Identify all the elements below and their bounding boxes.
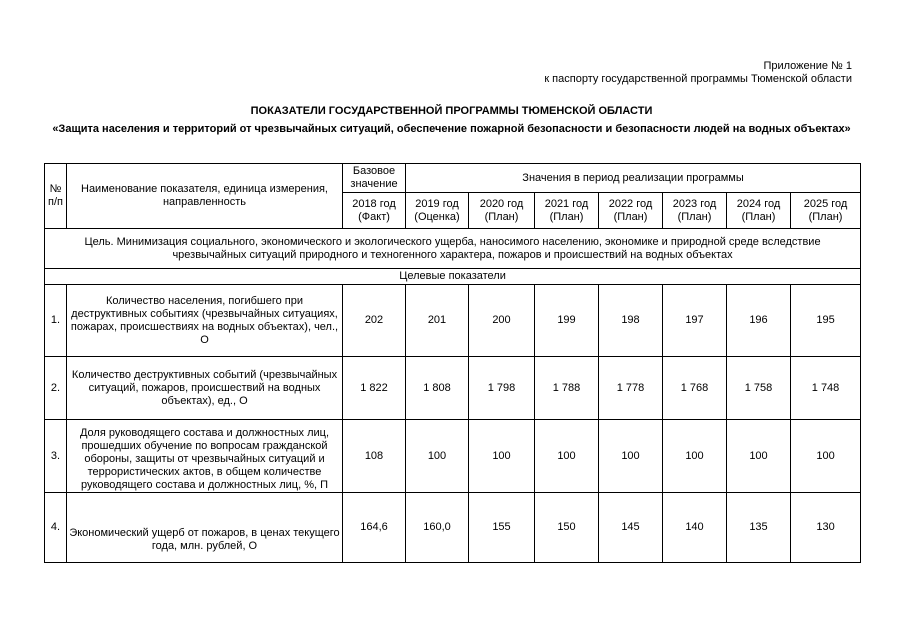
value-cell: 145	[599, 493, 663, 563]
value-cell: 198	[599, 285, 663, 357]
value-cell: 130	[791, 493, 861, 563]
header-number: № п/п	[45, 164, 67, 229]
table-row	[45, 285, 861, 357]
row-indicator-name: Экономический ущерб от пожаров, в ценах текущего года, млн. рублей, О	[67, 493, 343, 563]
value-cell: 1 768	[663, 357, 727, 420]
section-row: Целевые показатели	[45, 269, 861, 285]
value-cell: 1 798	[469, 357, 535, 420]
header-year-2021: 2021 год (План)	[535, 193, 599, 229]
value-cell: 100	[663, 420, 727, 493]
value-cell: 108	[343, 420, 406, 493]
value-cell: 160,0	[406, 493, 469, 563]
annex-line-1: Приложение № 1	[763, 60, 852, 72]
row-number: 4.	[45, 493, 67, 563]
annex-block	[544, 60, 852, 86]
value-cell: 100	[406, 420, 469, 493]
indicators-table	[44, 163, 861, 563]
row-indicator-name: Доля руководящего состава и должностных лиц, прошедших обучение по вопросам гражданской обороны, защиты от чрезвычайных ситуаций и террористических актов, в общем количестве руководящего состава и должностных лиц, %, П	[67, 420, 343, 493]
value-cell: 1 788	[535, 357, 599, 420]
table-row	[45, 357, 861, 420]
value-cell: 1 758	[727, 357, 791, 420]
value-cell: 195	[791, 285, 861, 357]
value-cell: 100	[727, 420, 791, 493]
value-cell: 196	[727, 285, 791, 357]
header-year-2019: 2019 год (Оценка)	[406, 193, 469, 229]
row-indicator-name: Количество населения, погибшего при деструктивных событиях (чрезвычайных ситуациях, пожарах, происшествиях на водных объектах), чел., О	[67, 285, 343, 357]
row-indicator-name: Количество деструктивных событий (чрезвычайных ситуаций, пожаров, происшествий на водных объектах), ед., О	[67, 357, 343, 420]
value-cell: 150	[535, 493, 599, 563]
header-indicator-name: Наименование показателя, единица измерения, направленность	[67, 164, 343, 229]
row-number: 3.	[45, 420, 67, 493]
value-cell: 1 808	[406, 357, 469, 420]
header-year-2020: 2020 год (План)	[469, 193, 535, 229]
goal-row: Цель. Минимизация социального, экономического и экологического ущерба, наносимого населению, экономике и природной среде вследствие чрезвычайных ситуаций природного и техногенного характера, пожаров и происшествий на водных объектах	[45, 229, 861, 269]
value-cell: 100	[791, 420, 861, 493]
value-cell: 201	[406, 285, 469, 357]
value-cell: 100	[599, 420, 663, 493]
header-year-2018: 2018 год (Факт)	[343, 193, 406, 229]
value-cell: 1 748	[791, 357, 861, 420]
annex-line-2: к паспорту государственной программы Тюменской области	[544, 73, 852, 85]
value-cell: 164,6	[343, 493, 406, 563]
row-number: 1.	[45, 285, 67, 357]
row-number: 2.	[45, 357, 67, 420]
value-cell: 155	[469, 493, 535, 563]
header-base-value: Базовое значение	[343, 164, 406, 193]
header-year-2025: 2025 год (План)	[791, 193, 861, 229]
header-year-2023: 2023 год (План)	[663, 193, 727, 229]
table-row	[45, 420, 861, 493]
header-period-values: Значения в период реализации программы	[406, 164, 861, 193]
value-cell: 1 822	[343, 357, 406, 420]
value-cell: 200	[469, 285, 535, 357]
header-year-2024: 2024 год (План)	[727, 193, 791, 229]
value-cell: 100	[535, 420, 599, 493]
value-cell: 100	[469, 420, 535, 493]
value-cell: 1 778	[599, 357, 663, 420]
value-cell: 199	[535, 285, 599, 357]
table-row	[45, 493, 861, 563]
value-cell: 197	[663, 285, 727, 357]
header-year-2022: 2022 год (План)	[599, 193, 663, 229]
document-title: ПОКАЗАТЕЛИ ГОСУДАРСТВЕННОЙ ПРОГРАММЫ ТЮМЕНСКОЙ ОБЛАСТИ	[250, 105, 653, 117]
document-subtitle: «Защита населения и территорий от чрезвычайных ситуаций, обеспечение пожарной безопасности и безопасности людей на водных объектах»	[52, 123, 851, 135]
value-cell: 135	[727, 493, 791, 563]
value-cell: 140	[663, 493, 727, 563]
value-cell: 202	[343, 285, 406, 357]
